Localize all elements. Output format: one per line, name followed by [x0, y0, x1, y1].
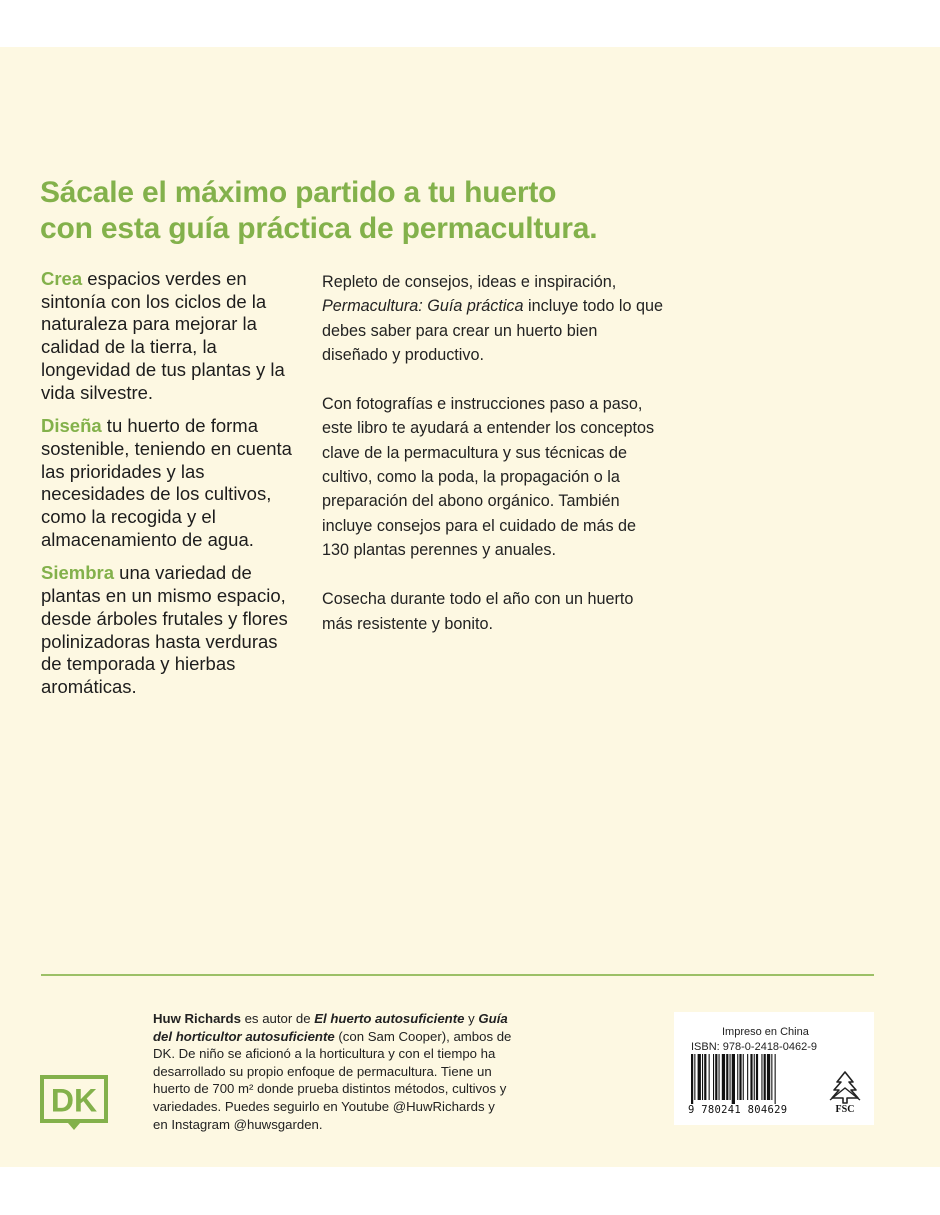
barcode-panel [674, 1012, 874, 1125]
features-column [41, 268, 303, 710]
author-name: Huw Richards [153, 1011, 241, 1026]
feature-keyword: Siembra [41, 562, 115, 584]
feature-keyword: Diseña [41, 415, 102, 437]
book-title-2-text: Guía del horticultor autosuficiente [153, 1011, 508, 1044]
author-bio-text [153, 1010, 513, 1133]
description-paragraph-1 [322, 270, 667, 367]
bio-text: es autor de [240, 1011, 315, 1026]
description-paragraph-3: Cosecha durante todo el año con un huerto más resistente y bonito. [322, 590, 634, 633]
fsc-label: FSC [835, 1104, 855, 1114]
dk-logo-icon [40, 1075, 108, 1131]
fsc-tree-icon [826, 1070, 864, 1114]
feature-disena [41, 415, 303, 551]
printed-in-label: Impreso en China [722, 1026, 809, 1038]
book-title: Permacultura: Guía práctica [322, 297, 524, 316]
book-title-1-text: El huerto autosuficiente [314, 1011, 465, 1026]
headline-line-2: con esta guía práctica de permacultura. [40, 212, 598, 245]
barcode-icon [691, 1054, 811, 1104]
feature-keyword: Crea [41, 268, 83, 289]
bio-text: y [464, 1011, 479, 1026]
feature-text: una variedad de plantas en un mismo espacio, desde árboles frutales y flores polinizadoras hasta verduras de temporada y hierbas aromáticas. [41, 562, 288, 697]
headline [40, 175, 680, 247]
headline-line-1: Sácale el máximo partido a tu huerto [40, 176, 557, 209]
feature-crea [41, 268, 303, 404]
dk-logo-text: DK [50, 1082, 98, 1119]
feature-siembra [41, 562, 303, 698]
author-bio [153, 1010, 513, 1133]
book-title-1 [314, 1011, 464, 1026]
isbn-label: ISBN: 978-0-2418-0462-9 [691, 1041, 817, 1053]
description-column [322, 270, 667, 661]
description-paragraph-2: Con fotografías e instrucciones paso a paso, este libro te ayudará a entender los conceptos clave de la permacultura y sus técnicas de cultivo, como la poda, la propagación o la preparación del abono orgánico. También incluye consejos para el cuidado de más de 130 plantas perennes y anuales. [322, 395, 655, 559]
bio-text: (con Sam Cooper), ambos de DK. De niño se aficionó a la horticultura y con el tiempo ha desarrollado su propio enfoque de permacultura. Tiene un huerto de 700 m² donde prueba distintos métodos, cultivos y variedades. Puedes seguirlo en Youtube @HuwRichards y en Instagram @huwsgarden. [153, 1028, 512, 1132]
description-text: incluye todo lo que debes saber para crear un huerto bien diseñado y productivo. [322, 297, 664, 364]
feature-text: tu huerto de forma sostenible, teniendo en cuenta las prioridades y las necesidades de los cultivos, como la recogida y el almacenamiento de agua. [41, 415, 292, 550]
feature-text: espacios verdes en sintonía con los ciclos de la naturaleza para mejorar la calidad de la tierra, la longevidad de tus plantas y la vida silvestre. [41, 268, 285, 403]
barcode-number: 9 780241 804629 [688, 1104, 788, 1116]
divider-rule [41, 974, 874, 976]
description-text: Repleto de consejos, ideas e inspiración, [322, 273, 617, 291]
